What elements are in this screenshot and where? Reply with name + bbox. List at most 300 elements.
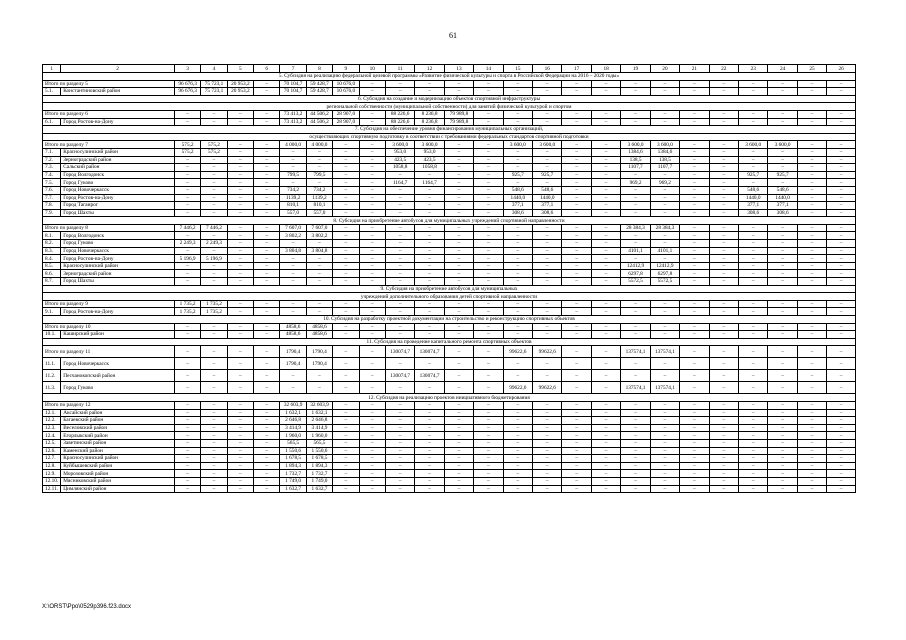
value-cell: – xyxy=(359,118,385,126)
value-cell: – xyxy=(709,417,738,425)
value-cell: – xyxy=(444,88,473,96)
value-cell: – xyxy=(201,209,227,217)
row-name: Каменский район xyxy=(61,447,175,455)
value-cell: 96 676,3 xyxy=(174,80,200,88)
value-cell: 557,0 xyxy=(306,209,332,217)
value-cell: – xyxy=(709,247,738,255)
value-cell: – xyxy=(280,262,306,270)
value-cell: – xyxy=(174,470,200,478)
row-name: Песчанокопский район xyxy=(61,370,175,382)
value-cell: – xyxy=(562,179,591,187)
value-cell: – xyxy=(201,346,227,358)
value-cell: – xyxy=(227,424,253,432)
value-cell: – xyxy=(827,470,856,478)
value-cell: 1384,6 xyxy=(650,148,679,156)
value-cell: – xyxy=(201,164,227,172)
value-cell: – xyxy=(385,224,414,232)
value-cell: – xyxy=(444,164,473,172)
value-cell: – xyxy=(359,80,385,88)
value-cell: – xyxy=(680,232,709,240)
value-cell: – xyxy=(280,300,306,308)
row-number: 12.1. xyxy=(43,409,61,417)
value-cell: – xyxy=(503,300,532,308)
value-cell: 1440,0 xyxy=(533,194,562,202)
value-cell: – xyxy=(415,358,444,370)
value-cell: – xyxy=(533,300,562,308)
section-title: 12. Субсидия на реализацию проектов инициативного бюджетирования xyxy=(43,394,856,402)
table-row xyxy=(43,455,856,463)
value-cell: – xyxy=(827,485,856,493)
value-cell: – xyxy=(827,370,856,382)
value-cell: – xyxy=(680,401,709,409)
value-cell: – xyxy=(650,194,679,202)
value-cell: 8 236,8 xyxy=(415,118,444,126)
value-cell: – xyxy=(503,331,532,339)
value-cell: – xyxy=(562,409,591,417)
value-cell: – xyxy=(827,156,856,164)
value-cell: – xyxy=(562,462,591,470)
value-cell: – xyxy=(201,462,227,470)
value-cell: – xyxy=(591,186,620,194)
value-cell: – xyxy=(254,358,280,370)
value-cell: – xyxy=(333,382,359,394)
value-cell: – xyxy=(650,447,679,455)
value-cell: – xyxy=(444,477,473,485)
value-cell: – xyxy=(591,156,620,164)
value-cell: – xyxy=(474,80,503,88)
value-cell: – xyxy=(621,171,650,179)
value-cell: 1107,7 xyxy=(621,164,650,172)
section-header-row xyxy=(43,394,856,402)
value-cell: – xyxy=(562,194,591,202)
value-cell: – xyxy=(827,148,856,156)
value-cell: – xyxy=(201,477,227,485)
value-cell: 423,5 xyxy=(415,156,444,164)
value-cell: 925,7 xyxy=(533,171,562,179)
value-cell: – xyxy=(503,432,532,440)
row-name: Город Волгодонск xyxy=(61,171,175,179)
value-cell: – xyxy=(591,439,620,447)
value-cell: – xyxy=(474,88,503,96)
value-cell: – xyxy=(739,401,768,409)
value-cell: – xyxy=(621,232,650,240)
value-cell: – xyxy=(591,308,620,316)
value-cell: – xyxy=(359,300,385,308)
total-label: Итого по разделу 8 xyxy=(43,224,175,232)
value-cell: – xyxy=(201,432,227,440)
value-cell: – xyxy=(591,455,620,463)
row-name: Город Новочеркасск xyxy=(61,247,175,255)
value-cell: – xyxy=(503,110,532,118)
value-cell: – xyxy=(333,224,359,232)
value-cell: – xyxy=(174,382,200,394)
value-cell: – xyxy=(768,455,797,463)
value-cell: – xyxy=(591,80,620,88)
value-cell: – xyxy=(174,262,200,270)
value-cell: – xyxy=(533,278,562,286)
value-cell: 99622,6 xyxy=(503,382,532,394)
value-cell: – xyxy=(444,308,473,316)
value-cell: 3 804,8 xyxy=(280,247,306,255)
value-cell: – xyxy=(533,255,562,263)
value-cell: – xyxy=(680,262,709,270)
value-cell: – xyxy=(739,432,768,440)
value-cell: – xyxy=(709,323,738,331)
value-cell: – xyxy=(533,331,562,339)
value-cell: 1139,2 xyxy=(280,194,306,202)
column-number: 22 xyxy=(709,65,738,73)
row-name: Каширский район xyxy=(61,331,175,339)
column-number: 7 xyxy=(280,65,306,73)
row-name: Цимлянский район xyxy=(61,485,175,493)
value-cell: – xyxy=(827,110,856,118)
value-cell: – xyxy=(768,401,797,409)
value-cell: – xyxy=(444,247,473,255)
value-cell: – xyxy=(359,462,385,470)
value-cell: 3 600,0 xyxy=(739,141,768,149)
value-cell: 4 000,0 xyxy=(306,141,332,149)
value-cell: – xyxy=(650,432,679,440)
value-cell: – xyxy=(827,455,856,463)
value-cell: – xyxy=(621,409,650,417)
value-cell: – xyxy=(797,194,826,202)
value-cell: – xyxy=(385,80,414,88)
value-cell: – xyxy=(591,447,620,455)
value-cell: – xyxy=(797,417,826,425)
value-cell: – xyxy=(201,110,227,118)
value-cell: – xyxy=(306,278,332,286)
column-number: 8 xyxy=(306,65,332,73)
value-cell: – xyxy=(415,470,444,478)
value-cell: – xyxy=(254,148,280,156)
value-cell: – xyxy=(650,186,679,194)
value-cell: – xyxy=(827,477,856,485)
value-cell: – xyxy=(680,409,709,417)
value-cell: 3 804,8 xyxy=(306,247,332,255)
column-number: 11 xyxy=(385,65,414,73)
value-cell: – xyxy=(174,331,200,339)
value-cell: – xyxy=(503,485,532,493)
value-cell: – xyxy=(333,485,359,493)
value-cell: – xyxy=(680,346,709,358)
value-cell: – xyxy=(227,358,253,370)
value-cell: – xyxy=(827,164,856,172)
value-cell: – xyxy=(680,278,709,286)
value-cell: 548,6 xyxy=(768,186,797,194)
value-cell: – xyxy=(333,232,359,240)
value-cell: – xyxy=(621,462,650,470)
subsidy-table xyxy=(42,64,856,493)
value-cell: – xyxy=(562,331,591,339)
value-cell: 3 600,0 xyxy=(768,141,797,149)
value-cell: – xyxy=(650,255,679,263)
value-cell: – xyxy=(768,148,797,156)
value-cell: – xyxy=(650,240,679,248)
value-cell: – xyxy=(359,141,385,149)
value-cell: – xyxy=(797,370,826,382)
value-cell: – xyxy=(333,278,359,286)
column-number: 14 xyxy=(474,65,503,73)
value-cell: – xyxy=(254,194,280,202)
value-cell: 79 989,8 xyxy=(444,110,473,118)
row-name: Город Новочеркасск xyxy=(61,358,175,370)
value-cell: – xyxy=(415,331,444,339)
value-cell: – xyxy=(474,270,503,278)
value-cell: 5572,5 xyxy=(621,278,650,286)
value-cell: – xyxy=(474,232,503,240)
value-cell: – xyxy=(385,186,414,194)
value-cell: – xyxy=(474,141,503,149)
value-cell: – xyxy=(385,247,414,255)
value-cell: – xyxy=(797,424,826,432)
value-cell: – xyxy=(739,224,768,232)
value-cell: – xyxy=(201,270,227,278)
value-cell: – xyxy=(680,485,709,493)
value-cell: – xyxy=(474,432,503,440)
value-cell: 96 676,3 xyxy=(174,88,200,96)
value-cell: – xyxy=(174,323,200,331)
total-label: Итого по разделу 7 xyxy=(43,141,175,149)
value-cell: – xyxy=(227,141,253,149)
value-cell: – xyxy=(254,247,280,255)
value-cell: 10 676,0 xyxy=(333,80,359,88)
value-cell: – xyxy=(591,409,620,417)
value-cell: – xyxy=(444,417,473,425)
row-name: Красносулинский район xyxy=(61,455,175,463)
value-cell: – xyxy=(562,370,591,382)
value-cell: 5 196,9 xyxy=(174,255,200,263)
value-cell: – xyxy=(359,323,385,331)
value-cell: – xyxy=(415,382,444,394)
value-cell: – xyxy=(254,270,280,278)
value-cell: – xyxy=(591,232,620,240)
value-cell: – xyxy=(503,156,532,164)
value-cell: 799,5 xyxy=(280,171,306,179)
table-row xyxy=(43,202,856,210)
value-cell: – xyxy=(415,424,444,432)
value-cell: 20 953,2 xyxy=(227,88,253,96)
value-cell: 575,2 xyxy=(174,141,200,149)
value-cell: 1 632,7 xyxy=(306,485,332,493)
value-cell: 377,1 xyxy=(768,202,797,210)
column-number: 13 xyxy=(444,65,473,73)
value-cell: – xyxy=(680,470,709,478)
value-cell: – xyxy=(254,110,280,118)
row-name: Город Ростов-на-Дону xyxy=(61,118,175,126)
value-cell: – xyxy=(227,255,253,263)
column-number: 26 xyxy=(827,65,856,73)
value-cell: – xyxy=(444,240,473,248)
value-cell: – xyxy=(444,358,473,370)
row-name: Город Таганрог xyxy=(61,202,175,210)
value-cell: – xyxy=(227,409,253,417)
value-cell: – xyxy=(533,262,562,270)
value-cell: – xyxy=(503,370,532,382)
value-cell: – xyxy=(415,270,444,278)
value-cell: – xyxy=(768,164,797,172)
value-cell: 3 600,0 xyxy=(621,141,650,149)
total-label: Итого по разделу 9 xyxy=(43,300,175,308)
value-cell: 969,2 xyxy=(621,179,650,187)
row-number: 7.7. xyxy=(43,194,61,202)
value-cell: – xyxy=(333,171,359,179)
value-cell: – xyxy=(415,485,444,493)
value-cell: – xyxy=(359,382,385,394)
value-cell: – xyxy=(621,331,650,339)
value-cell: – xyxy=(827,323,856,331)
value-cell: – xyxy=(533,323,562,331)
section-title: 7. Субсидия на обеспечение уровня финансирования муниципальных организаций, xyxy=(43,126,856,134)
value-cell: – xyxy=(359,156,385,164)
row-name: Морозовский район xyxy=(61,470,175,478)
value-cell: – xyxy=(533,485,562,493)
value-cell: – xyxy=(680,224,709,232)
value-cell: – xyxy=(562,148,591,156)
value-cell: – xyxy=(333,308,359,316)
value-cell: – xyxy=(591,247,620,255)
value-cell: – xyxy=(533,358,562,370)
value-cell: – xyxy=(385,455,414,463)
value-cell: – xyxy=(797,232,826,240)
value-cell: – xyxy=(827,308,856,316)
value-cell: 548,6 xyxy=(503,186,532,194)
value-cell: – xyxy=(415,194,444,202)
value-cell: – xyxy=(503,262,532,270)
value-cell: – xyxy=(227,110,253,118)
value-cell: 575,2 xyxy=(174,148,200,156)
value-cell: – xyxy=(174,209,200,217)
value-cell: – xyxy=(359,202,385,210)
value-cell: – xyxy=(709,358,738,370)
value-cell: 28 384,3 xyxy=(650,224,679,232)
value-cell: – xyxy=(385,323,414,331)
value-cell: – xyxy=(385,88,414,96)
value-cell: – xyxy=(680,308,709,316)
section-total-row xyxy=(43,110,856,118)
value-cell: – xyxy=(444,148,473,156)
value-cell: – xyxy=(359,171,385,179)
value-cell: – xyxy=(650,401,679,409)
value-cell: – xyxy=(562,308,591,316)
value-cell: – xyxy=(621,424,650,432)
value-cell: 6297,8 xyxy=(621,270,650,278)
table-row xyxy=(43,232,856,240)
table-row xyxy=(43,331,856,339)
value-cell: – xyxy=(562,300,591,308)
value-cell: – xyxy=(768,255,797,263)
value-cell: – xyxy=(562,240,591,248)
value-cell: – xyxy=(650,118,679,126)
value-cell: – xyxy=(474,477,503,485)
value-cell: 5572,5 xyxy=(650,278,679,286)
value-cell: – xyxy=(254,485,280,493)
value-cell: – xyxy=(415,171,444,179)
value-cell: 4858,6 xyxy=(306,323,332,331)
section-total-row xyxy=(43,141,856,149)
value-cell: – xyxy=(562,186,591,194)
value-cell: – xyxy=(227,186,253,194)
value-cell: 28 907,0 xyxy=(333,110,359,118)
value-cell: – xyxy=(621,255,650,263)
value-cell: 3 600,0 xyxy=(503,141,532,149)
value-cell: – xyxy=(254,382,280,394)
value-cell: – xyxy=(709,346,738,358)
value-cell: – xyxy=(227,300,253,308)
section-total-row xyxy=(43,323,856,331)
value-cell: – xyxy=(797,409,826,417)
value-cell: – xyxy=(533,80,562,88)
value-cell: – xyxy=(174,358,200,370)
value-cell: – xyxy=(591,358,620,370)
value-cell: 3 600,0 xyxy=(385,141,414,149)
value-cell: – xyxy=(680,417,709,425)
row-number: 8.5. xyxy=(43,262,61,270)
value-cell: – xyxy=(768,346,797,358)
value-cell: – xyxy=(254,346,280,358)
value-cell: – xyxy=(591,202,620,210)
value-cell: – xyxy=(444,346,473,358)
value-cell: 1107,7 xyxy=(650,164,679,172)
value-cell: – xyxy=(680,179,709,187)
value-cell: – xyxy=(201,331,227,339)
value-cell: – xyxy=(503,447,532,455)
value-cell: – xyxy=(359,439,385,447)
value-cell: – xyxy=(415,477,444,485)
value-cell: – xyxy=(254,432,280,440)
row-number: 7.6. xyxy=(43,186,61,194)
value-cell: – xyxy=(591,164,620,172)
value-cell: – xyxy=(444,462,473,470)
column-number: 10 xyxy=(359,65,385,73)
value-cell: 1 894,3 xyxy=(306,462,332,470)
value-cell: – xyxy=(591,382,620,394)
row-number: 7.2. xyxy=(43,156,61,164)
value-cell: – xyxy=(562,171,591,179)
value-cell: – xyxy=(385,308,414,316)
value-cell: 3 600,0 xyxy=(650,141,679,149)
value-cell: – xyxy=(797,202,826,210)
value-cell: 7 607,0 xyxy=(280,224,306,232)
value-cell: – xyxy=(415,462,444,470)
row-name: Город Гуково xyxy=(61,382,175,394)
value-cell: – xyxy=(474,424,503,432)
value-cell: – xyxy=(333,300,359,308)
value-cell: 8 236,8 xyxy=(415,110,444,118)
total-label: Итого по разделу 10 xyxy=(43,323,175,331)
value-cell: – xyxy=(797,477,826,485)
value-cell: 73 413,2 xyxy=(280,118,306,126)
value-cell: – xyxy=(333,424,359,432)
value-cell: – xyxy=(533,156,562,164)
value-cell: – xyxy=(359,179,385,187)
value-cell: – xyxy=(503,470,532,478)
value-cell: 1440,0 xyxy=(768,194,797,202)
value-cell: – xyxy=(359,485,385,493)
column-number: 6 xyxy=(254,65,280,73)
value-cell: – xyxy=(562,118,591,126)
value-cell: – xyxy=(415,432,444,440)
value-cell: – xyxy=(680,323,709,331)
value-cell: – xyxy=(444,186,473,194)
value-cell: – xyxy=(739,439,768,447)
value-cell: – xyxy=(680,118,709,126)
value-cell: – xyxy=(280,240,306,248)
value-cell: – xyxy=(591,270,620,278)
value-cell: – xyxy=(359,401,385,409)
value-cell: – xyxy=(797,447,826,455)
value-cell: – xyxy=(797,401,826,409)
value-cell: – xyxy=(201,409,227,417)
